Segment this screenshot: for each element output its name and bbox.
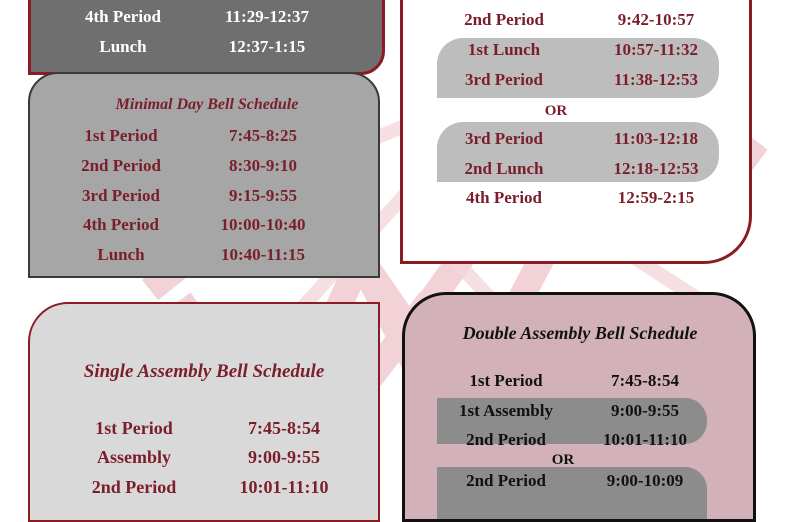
- period-label: 4th Period: [465, 188, 543, 207]
- time-label: 11:38-12:53: [613, 70, 699, 89]
- time-label: 9:42-10:57: [617, 10, 695, 29]
- double-assembly-panel: [402, 292, 756, 522]
- time-label: 11:29-12:37: [224, 7, 310, 26]
- period-label: Assembly: [96, 447, 172, 467]
- or-separator: OR: [551, 452, 575, 468]
- period-label: 2nd Period: [464, 10, 544, 29]
- time-label: 10:01-11:10: [602, 430, 688, 449]
- time-label: 10:01-11:10: [239, 477, 329, 497]
- time-label: 8:30-9:10: [229, 156, 297, 175]
- time-label: 9:00-9:55: [611, 401, 679, 420]
- period-label: 2nd Period: [91, 477, 177, 497]
- time-label: 7:45-8:54: [611, 371, 679, 390]
- panel-title: Double Assembly Bell Schedule: [462, 323, 698, 343]
- regular-schedule-tail-panel: [28, 0, 385, 75]
- time-label: 9:00-9:55: [248, 447, 320, 467]
- period-label: 1st Period: [84, 126, 158, 145]
- time-label: 10:57-11:32: [613, 40, 699, 59]
- time-label: 9:15-9:55: [229, 186, 297, 205]
- period-label: Lunch: [97, 245, 145, 264]
- period-label: 2nd Lunch: [464, 159, 544, 178]
- period-label: 1st Lunch: [467, 40, 541, 59]
- period-label: 1st Period: [95, 418, 173, 438]
- time-label: 12:37-1:15: [228, 37, 306, 56]
- period-label: Lunch: [99, 37, 147, 56]
- time-label: 9:00-10:09: [606, 471, 684, 490]
- period-label: 2nd Period: [81, 156, 161, 175]
- period-label: 1st Assembly: [459, 401, 553, 420]
- time-label: 12:59-2:15: [617, 188, 695, 207]
- period-label: 3rd Period: [465, 70, 543, 89]
- period-label: 1st Period: [469, 371, 543, 390]
- period-label: 4th Period: [84, 7, 162, 26]
- period-label: 3rd Period: [465, 129, 543, 148]
- time-label: 7:45-8:54: [248, 418, 320, 438]
- period-label: 2nd Period: [466, 430, 546, 449]
- panel-title: Minimal Day Bell Schedule: [115, 96, 299, 113]
- single-assembly-panel: [28, 302, 380, 522]
- period-label: 3rd Period: [82, 186, 160, 205]
- time-label: 10:00-10:40: [220, 215, 306, 234]
- minimal-day-panel: [28, 72, 380, 278]
- period-label: 2nd Period: [466, 471, 546, 490]
- period-label: 4th Period: [82, 215, 160, 234]
- lunch-schedule-panel: [400, 0, 752, 264]
- time-label: 11:03-12:18: [613, 129, 699, 148]
- panel-title: Single Assembly Bell Schedule: [83, 361, 325, 382]
- time-label: 10:40-11:15: [220, 245, 306, 264]
- or-separator: OR: [544, 103, 568, 119]
- time-label: 12:18-12:53: [613, 159, 699, 178]
- time-label: 7:45-8:25: [229, 126, 297, 145]
